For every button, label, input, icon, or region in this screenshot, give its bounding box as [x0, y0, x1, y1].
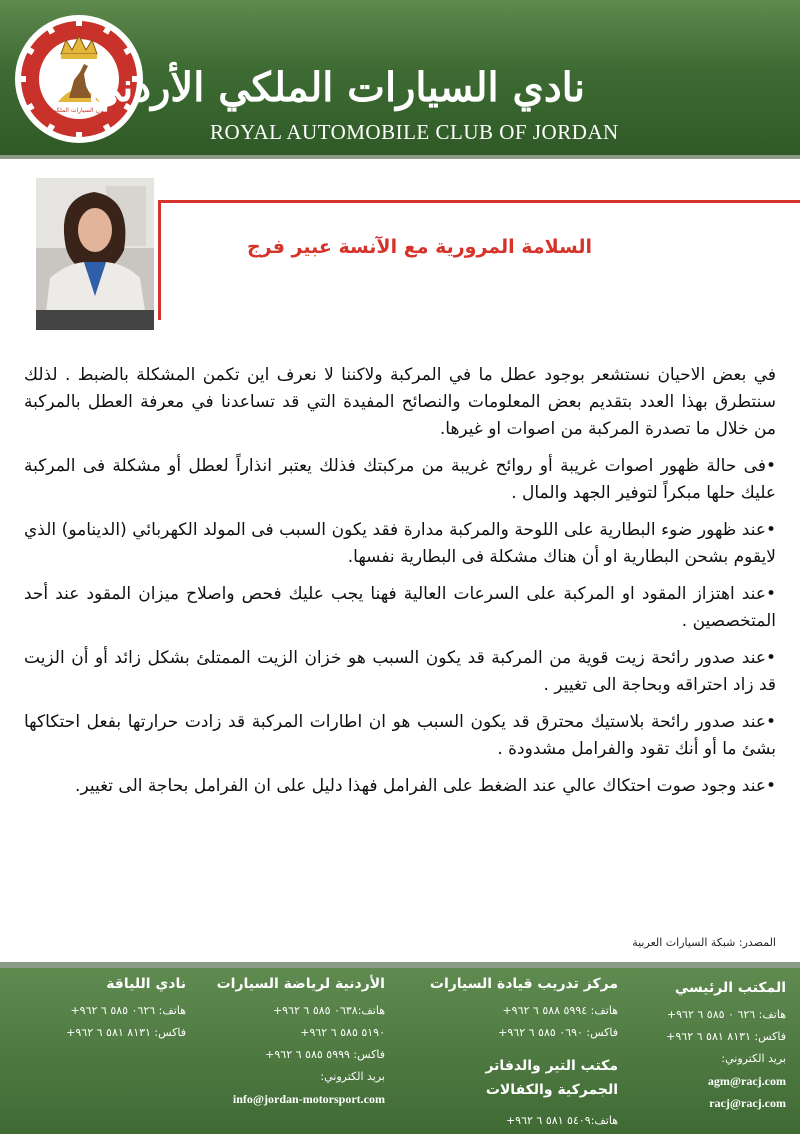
motorsport-phone-2: ٥١٩٠ ٥٨٥ ٦ ٩٦٢+: [300, 1026, 385, 1039]
tip-item: •فى حالة ظهور اصوات غريبة أو روائح غريبة من مركبتك فذلك يعتبر انذاراً لعطل أو مشكلة فى المركبة عليك حلها مبكراً لتوفير الجهد والمال .: [24, 456, 776, 503]
header-divider: [0, 155, 800, 159]
driving-center-fax: فاكس: ٠٦٩٠ ٥٨٥ ٦ ٩٦٢+: [498, 1026, 618, 1039]
accent-line-horizontal: [158, 200, 800, 203]
driving-center-phone: هاتف: ٥٩٩٤ ٥٨٨ ٦ ٩٦٢+: [502, 1004, 618, 1017]
motorsport-phone: هاتف:٠٦٣٨ ٥٨٥ ٦ ٩٦٢+: [272, 1004, 385, 1017]
svg-text:نادي السيارات الملكي: نادي السيارات الملكي: [51, 107, 107, 114]
fitness-club-fax: فاكس: ٨١٣١ ٥٨١ ٦ ٩٦٢+: [66, 1026, 186, 1039]
fitness-club-phone: هاتف: ٠٦٢٦ ٥٨٥ ٦ ٩٦٢+: [70, 1004, 186, 1017]
motorsport-email-label: بريد الكتروني:: [320, 1070, 385, 1083]
customs-office-phone: هاتف:٥٤٠٩ ٥٨١ ٦ ٩٦٢+: [505, 1114, 618, 1127]
motorsport-block: [217, 976, 385, 1110]
main-office-email[interactable]: racj@racj.com: [709, 1096, 786, 1110]
fitness-club-block: [66, 976, 186, 1044]
main-office-email[interactable]: agm@racj.com: [707, 1074, 786, 1088]
header-banner: [0, 0, 800, 155]
tip-item: •عند وجود صوت احتكاك عالي عند الضغط على الفرامل فهذا دليل على ان الفرامل بحاجة الى تغيير.: [75, 776, 776, 796]
club-title-english: ROYAL AUTOMOBILE CLUB OF JORDAN: [210, 120, 619, 144]
article-title: السلامة المرورية مع الآنسة عبير فرج: [246, 236, 592, 258]
main-office-fax: فاكس: ٨١٣١ ٥٨١ ٦ ٩٦٢+: [666, 1030, 786, 1043]
driving-center-heading: مركز تدريب قيادة السيارات: [429, 976, 618, 992]
main-office-heading: المكتب الرئيسي: [674, 980, 786, 996]
footer-contacts: [0, 968, 800, 1134]
motorsport-fax: فاكس: ٥٩٩٩ ٥٨٥ ٦ ٩٦٢+: [265, 1048, 385, 1061]
main-office-email-label: بريد الكتروني:: [721, 1052, 786, 1065]
motorsport-email[interactable]: info@jordan-motorsport.com: [232, 1092, 385, 1106]
tip-item: •عند ظهور ضوء البطارية على اللوحة والمركبة مدارة فقد يكون السبب فى المولد الكهربائي (الدينامو) الذي لايقوم بشحن البطارية او أن هناك مشكلة فى البطارية نفسها.: [24, 520, 776, 567]
accent-line-vertical: [158, 200, 161, 320]
tip-item: •عند صدور رائحة بلاستيك محترق قد يكون السبب هو ان اطارات المركبة قد زادت حرارتها بفعل احتكاكها بشئ ما أو أنك تقود والفرامل مشدودة .: [24, 712, 776, 759]
motorsport-heading: الأردنية لرياضة السيارات: [216, 976, 385, 992]
source-credit: المصدر: شبكة السيارات العربية: [632, 936, 776, 949]
article-body: [24, 362, 776, 810]
tip-item: •عند اهتزاز المقود او المركبة على السرعات العالية فهنا يجب عليك فحص واصلاح ميزان المقود عند أحد المتخصصين .: [24, 584, 776, 631]
fitness-club-heading: نادي اللياقة: [106, 976, 186, 992]
portrait-photo: [36, 178, 154, 330]
club-title-arabic: نادي السيارات الملكي الأردني: [88, 64, 585, 111]
driving-center-block: [430, 976, 618, 1132]
main-office-phone: هاتف: ٦٢٦ ٠ ٥٨٥ ٦ ٩٦٢+: [666, 1008, 786, 1021]
main-office-block: [666, 980, 786, 1114]
tip-item: •عند صدور رائحة زيت قوية من المركبة قد يكون السبب هو خزان الزيت الممتلئ بشكل زائد أو أن الزيت قد زاد احتراقه وبحاجة الى تغيير .: [24, 648, 776, 695]
intro-paragraph: في بعض الاحيان نستشعر بوجود عطل ما في المركبة ولاكننا لا نعرف اين تكمن المشكلة بالضبط . لذلك سنتطرق بهذا العدد بتقديم بعض المعلومات والنصائح المفيدة التي قد تساعدنا في معرفة العطل بالمركبة من خلال ما تصدرة المركبة من اصوات او غيرها.: [24, 365, 776, 439]
customs-office-heading: مكتب التير والدفاتر الجمركية والكفالات: [485, 1058, 618, 1098]
